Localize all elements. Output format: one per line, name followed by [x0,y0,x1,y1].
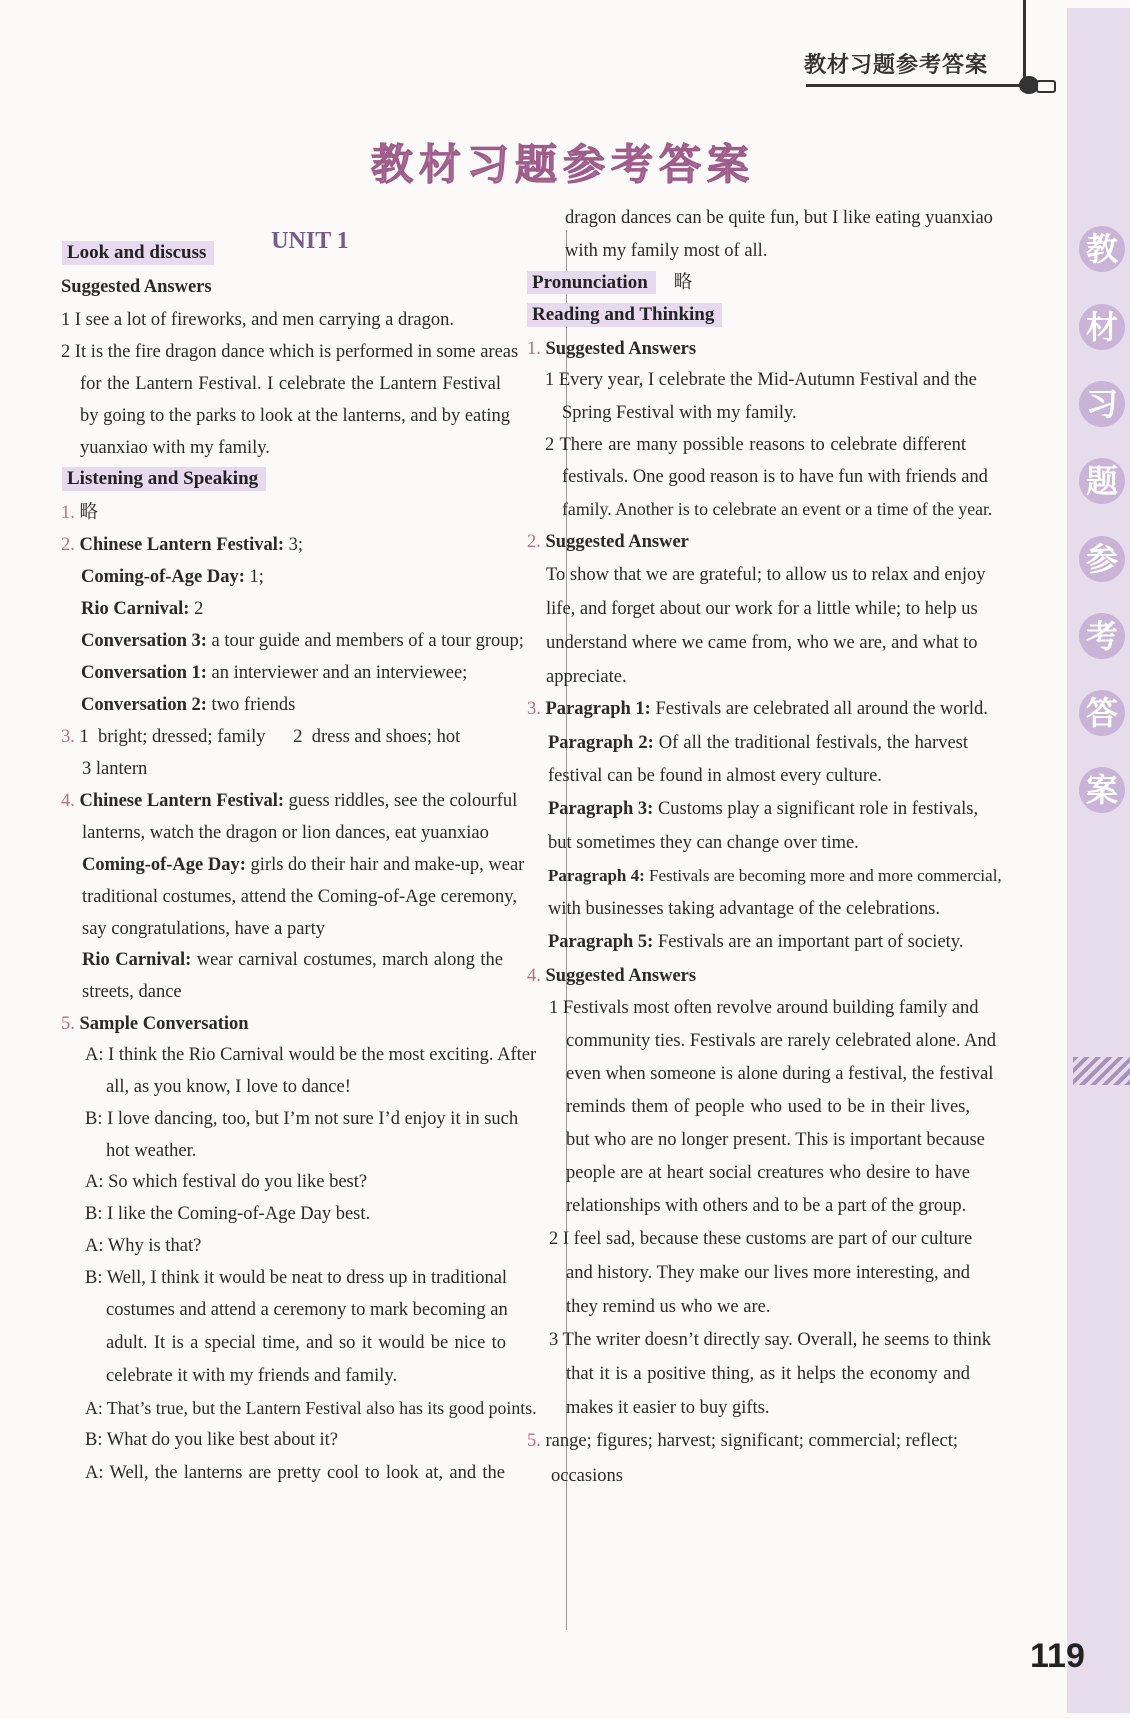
text-line: 1 I see a lot of fireworks, and men carrying a dragon. [61,310,454,330]
answer-text: 1 bright; dressed; family 2 dress and shoes; hot [79,727,461,747]
question-number: 3. [61,727,75,747]
question-4 [527,964,696,988]
header-vertical-rule [1023,0,1026,86]
answer-label: Paragraph 4: [548,866,645,885]
answer-text: an interviewer and an interviewee; [206,663,468,683]
side-tab-char: 参 [1079,536,1125,582]
question-5 [61,1012,249,1036]
answer-label: Rio Carnival: [81,599,190,619]
text-line: but who are no longer present. This is important because [566,1130,985,1150]
question-title: Sample Conversation [79,1014,249,1034]
question-number: 5. [527,1431,541,1451]
dialogue-line: A: That’s true, but the Lantern Festival also has its good points. [85,1398,537,1418]
answer-label: Paragraph 3: [548,799,654,819]
answer-text: guess riddles, see the colourful [284,791,518,811]
text-line: but sometimes they can change over time. [548,833,859,853]
answer-text: two friends [206,695,296,715]
text-line: 3 lantern [82,759,148,779]
question-4 [61,789,517,813]
answer-text: 略 [673,273,693,293]
question-1 [61,501,98,525]
question-number: 3. [527,699,541,719]
dialogue-line: hot weather. [106,1141,197,1161]
dialogue-line: costumes and attend a ceremony to mark becoming an [106,1300,508,1320]
text-line: yuanxiao with my family. [80,438,270,458]
answer-label: Paragraph 1: [545,699,651,719]
dialogue-line: B: I like the Coming-of-Age Day best. [85,1204,371,1224]
answer-label: Paragraph 2: [548,733,654,753]
answer-label: Coming-of-Age Day: [81,567,245,587]
text-line: even when someone is alone during a festival, the festival [566,1064,994,1084]
text-line [548,864,1002,888]
question-number: 5. [61,1014,75,1034]
text-line: festival can be found in almost every culture. [548,766,882,786]
pronunciation-row [527,271,692,295]
dialogue-line: A: So which festival do you like best? [85,1172,368,1192]
running-header-title: 教材习题参考答案 [804,52,989,78]
answer-text: Customs play a significant role in festivals, [653,799,979,819]
answer-label: Conversation 3: [81,631,207,651]
dialogue-line: A: Why is that? [85,1236,202,1256]
answer-text: 略 [79,503,99,523]
text-line: makes it easier to buy gifts. [566,1398,770,1418]
question-3 [61,725,460,749]
question-title: Suggested Answers [545,966,697,986]
text-line [81,693,295,717]
text-line [81,661,467,685]
answer-text: range; figures; harvest; significant; commercial; reflect; [545,1431,958,1451]
question-2 [527,530,689,554]
question-title: Suggested Answers [545,339,697,359]
section-listening-speaking: Listening and Speaking [62,467,266,491]
text-line [548,731,968,755]
text-line [81,565,264,589]
question-number: 2. [527,532,541,552]
text-line: 2 It is the fire dragon dance which is performed in some areas [61,342,519,362]
section-pronunciation: Pronunciation [527,271,656,294]
side-tab-char: 习 [1079,381,1125,427]
side-stripes [1073,1057,1130,1085]
answer-label: Rio Carnival: [82,950,192,970]
header-underline [806,84,1028,87]
text-line: 1 Every year, I celebrate the Mid-Autumn Festival and the [545,370,977,390]
side-tab-char: 材 [1079,304,1125,350]
text-line: people are at heart social creatures who desire to have [566,1163,970,1183]
text-line: To show that we are grateful; to allow us to relax and enjoy [546,565,986,585]
answer-label: Conversation 1: [81,663,207,683]
text-line: streets, dance [82,982,182,1002]
answer-label: Conversation 2: [81,695,207,715]
dialogue-line: A: Well, the lanterns are pretty cool to look at, and the [85,1463,505,1483]
answer-text: 1; [244,567,264,587]
side-tab-char: 考 [1079,613,1125,659]
text-line: that it is a positive thing, as it helps the economy and [566,1364,970,1384]
text-line: festivals. One good reason is to have fun with friends and [562,467,988,487]
text-line [81,629,524,653]
text-line [548,797,979,821]
answer-label: Paragraph 5: [548,932,654,952]
question-number: 4. [61,791,75,811]
text-line: lanterns, watch the dragon or lion dances, eat yuanxiao [82,823,489,843]
answer-text: girls do their hair and make-up, wear [245,855,525,875]
text-line: 1 Festivals most often revolve around building family and [549,998,979,1018]
question-number: 4. [527,966,541,986]
question-1 [527,337,696,361]
dialogue-line: A: I think the Rio Carnival would be the most exciting. After [85,1045,537,1065]
text-line: life, and forget about our work for a little while; to help us [546,599,978,619]
answer-text: wear carnival costumes, march along the [191,950,503,970]
text-line: they remind us who we are. [566,1297,771,1317]
question-5 [527,1429,958,1453]
dialogue-line: all, as you know, I love to dance! [106,1077,351,1097]
dialogue-line: B: What do you like best about it? [85,1430,338,1450]
dialogue-line: B: Well, I think it would be neat to dress up in traditional [85,1268,508,1288]
section-reading-thinking: Reading and Thinking [527,303,722,327]
page-title: 教材习题参考答案 [370,140,755,189]
text-line: say congratulations, have a party [82,919,325,939]
text-line [81,597,203,621]
side-tab-char: 答 [1079,690,1125,736]
dialogue-line: celebrate it with my friends and family. [106,1366,398,1386]
text-line: relationships with others and to be a part of the group. [566,1196,967,1216]
dialogue-line: adult. It is a special time, and so it would be nice to [106,1333,506,1353]
text-line: community ties. Festivals are rarely celebrated alone. And [566,1031,996,1051]
answer-text: Of all the traditional festivals, the harvest [653,733,968,753]
answer-label: Coming-of-Age Day: [82,855,246,875]
answer-text: Festivals are celebrated all around the world. [650,699,988,719]
text-line: reminds them of people who used to be in their lives, [566,1097,970,1117]
side-tab-char: 案 [1079,767,1125,813]
question-3 [527,697,988,721]
text-line: 2 I feel sad, because these customs are part of our culture [549,1229,973,1249]
answer-text: Festivals are an important part of society. [653,932,964,952]
side-tab-char: 题 [1079,458,1125,504]
text-line: appreciate. [546,667,627,687]
text-line [82,853,525,877]
text-line: traditional costumes, attend the Coming-of-Age ceremony, [82,887,517,907]
unit-title: UNIT 1 [271,228,349,254]
answer-text: a tour guide and members of a tour group; [206,631,524,651]
text-line: understand where we came from, who we are, and what to [546,633,978,653]
page-number: 119 [1030,1637,1085,1675]
text-line: for the Lantern Festival. I celebrate the Lantern Festival [80,374,501,394]
text-line: by going to the parks to look at the lanterns, and by eating [80,406,511,426]
text-line: Spring Festival with my family. [562,403,797,423]
question-number: 2. [61,535,75,555]
text-line [82,948,503,972]
question-number: 1. [527,339,541,359]
answer-text: Festivals are becoming more and more commercial, [644,866,1002,885]
answer-label: Chinese Lantern Festival: [79,791,285,811]
text-line [548,930,963,954]
text-line: dragon dances can be quite fun, but I like eating yuanxiao [565,208,993,228]
dialogue-line: B: I love dancing, too, but I’m not sure I’d enjoy it in such [85,1109,519,1129]
text-line: occasions [551,1466,623,1486]
question-title: Suggested Answer [545,532,689,552]
text-line: with my family most of all. [565,241,768,261]
look-discuss-sub: Suggested Answers [61,277,212,297]
answer-text: 2 [189,599,204,619]
text-line: and history. They make our lives more interesting, and [566,1263,970,1283]
question-number: 1. [61,503,75,523]
section-look-discuss: Look and discuss [62,241,214,265]
plug-prong-icon [1036,80,1056,93]
side-tab-char: 教 [1079,226,1125,272]
text-line: 3 The writer doesn’t directly say. Overall, he seems to think [549,1330,992,1350]
text-line: with businesses taking advantage of the celebrations. [548,899,940,919]
answer-label: Chinese Lantern Festival: [79,535,285,555]
question-2 [61,533,303,557]
text-line: family. Another is to celebrate an event or a time of the year. [562,499,993,519]
text-line: 2 There are many possible reasons to celebrate different [545,435,966,455]
answer-text: 3; [284,535,304,555]
